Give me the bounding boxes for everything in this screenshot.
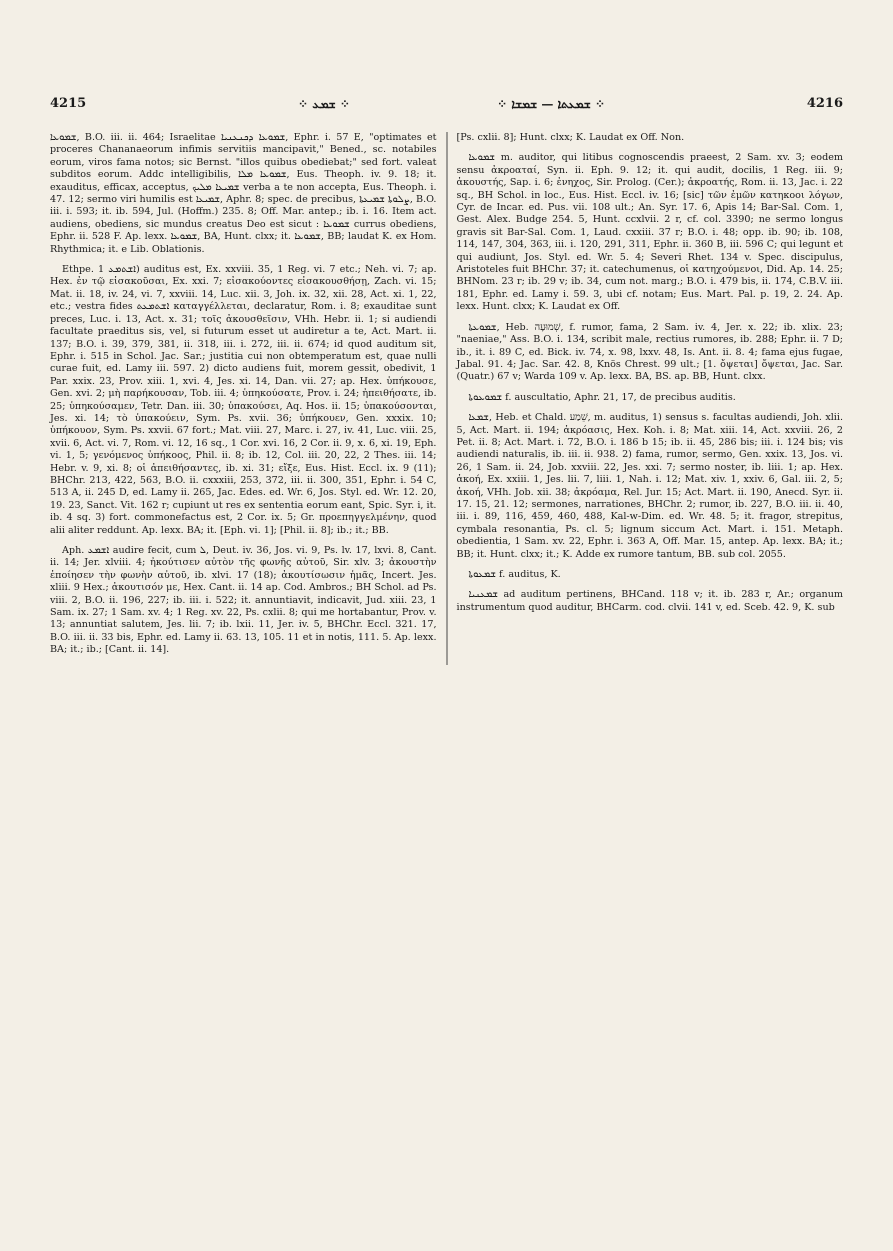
left-entry-1: ܫܡܘܥܐ, B.O. iii. ii. 464; Israelitae ܫܡܘܥܐ ܕܟܢܥܢܝܐ, Ephr. i. 57 E, "optimates et proceres Chananaeorum infimis servitiis mancipavit," Bened., sc. notabiles eorum, viros fama notos; sic Bernst. "illos quibus obediebat;" sed fort. valeat subditos eorum. Addc intelligibilis, ܫܡܘܥܐ ܡܠܐ, Eus. Theoph. iv. 9. 18; it. exauditus, efficax, acceptus, ܫܡܝܥܐ ܡܠܝܟ verba a te non accepta, Eus. Theoph. i. 47. 12; sermo viri humilis est ܫܡܝܥܐ, Aphr. 8; spec. de precibus, ܨܠܘܬܐ ܫܡܝܥܬܐ, B.O. iii. i. 593; it. ib. 594, Jul. (Hoffm.) 235. 8; Off. Mar. antep.; ib. i. 16. Item act. audiens, obediens, sic mundus creatus Deo est sicut : ܫܡܘܥܐ currus obediens, Ephr. ii. 528 F. Ap. lexx. ܫܡܘܥܐ, BA, Hunt. clxx; it. ܫܡܘܥܐ, BB; laudat K. ex Hom. Rhythmica; it. e Lib. Oblationis.: [50, 132, 437, 255]
right-column: [457, 132, 844, 665]
right-entry-5: ܫܡܥܐ, Heb. et Chald. שֵׁמַע, m. auditus, 1) sensus s. facultas audiendi, Joh. xlii. 5, Act. Mart. ii. 194; ἀκρόασις, Hex. Koh. i. 8; Mat. xiii. 14, Act. xxviii. 26, 2 Pet. ii. 8; Act. Mart. i. 72, B.O. i. 186 b 15; ib. ii. 45, 286 bis; iii. i. 124 bis; vis audiendi naturalis, ib. iii. ii. 938. 2) fama, rumor, sermo, Gen. xxix. 13, Jos. vi. 26, 1 Sam. ii. 24, Job. xxviii. 22, Jes. xxi. 7; sermo noster, ib. liii. 1; ap. Hex. ἀκοή, Ex. xxiii. 1, Jes. lii. 7, liii. 1, Nah. i. 12; Mat. xiv. 1, xxiv. 6, Gal. iii. 2, 5; ἀκοή, VHh. Job. xii. 38; ἀκρόαμα, Rel. Jur. 15; Act. Mart. ii. 190, Anecd. Syr. ii. 17. 15, 21. 12; sermones, narrationes, BHChr. 2; rumor, ib. 227, B.O. iii. ii. 40, iii. i. 89, 116, 459, 460, 488, Kal-w-Dim. ed. Wr. 48. 5; it. fragor, strepitus, cymbala resonantia, Ps. cl. 5; lignum siccum Act. Mart. i. 151. Metaph. obedientia, 1 Sam. xv. 22, Ephr. i. 363 A, Off. Mar. 15, antep. Ap. lexx. BA; it.; BB; it. Hunt. clxx; it.; K. Adde ex rumore tantum, BB. sub col. 2055.: [456, 412, 843, 560]
right-page-number: 4216: [806, 96, 843, 111]
column-divider: [446, 132, 447, 665]
right-entry-1: [Ps. cxlii. 8]; Hunt. clxx; K. Laudat ex Off. Non.: [456, 132, 685, 143]
page-header: [50, 96, 843, 118]
left-entry-2: Ethpe. ܐܫܬܡܥ 1) auditus est, Ex. xxviii. 35, 1 Reg. vi. 7 etc.; Neh. vi. 7; ap. Hex. ἐν τῷ εἰσακοῦσαι, Ex. xxi. 7; εἰσακούοντες εἰσακουσθήσῃ, Zach. vi. 15; Mat. ii. 18, iv. 24, vi. 7, xxviii. 14, Luc. xii. 3, Joh. ix. 32, xii. 28, Act. xi. 1, 22, etc.; vestra fides ܐܫܬܡܥܬ καταγγέλλεται, declaratur, Rom. i. 8; exauditae sunt preces, Luc. i. 13, Act. x. 31; τοῖς ἀκουσθεῖσιν, VHh. Hebr. ii. 1; si audiendi facultate praeditus sis, vel, si futurum esset ut audiretur a te, Act. Mart. ii. 137; B.O. i. 39, 379, 381, ii. 318, iii. i. 272, iii. ii. 674; id quod auditum sit, Ephr. i. 515 in Schol. Jac. Sar.; justitia cui non obtemperatum est, quae nulli curae fuit, ed. Lamy iii. 597. 2) dicto audiens fuit, morem gessit, obedivit, 1 Par. xxix. 23, Prov. xiii. 1, xvi. 4, Jes. xi. 14, Dan. vii. 27; ap. Hex. ὑπήκουσε, Gen. xvi. 2; μὴ παρήκουσαν, Tob. iii. 4; ὑπηκούσατε, Prov. i. 24; ἠπειθήσατε, ib. 25; ὑπηκούσαμεν, Tetr. Dan. iii. 30; ὑπακούσει, Aq. Hos. ii. 15; ὑπακούσονται, Jes. xi. 14; τὸ ὑπακούειν, Sym. Ps. xvii. 36; ὑπήκουεν, Gen. xxxix. 10; ὑπήκουον, Sym. Ps. xxvii. 67 fort.; Mat. viii. 27, Marc. i. 27, iv. 41, Luc. viii. 25, xvii. 6, Act. vi. 7, Rom. vi. 12, 16 sq., 1 Cor. xvi. 16, 2 Cor. ii. 9, x. 6, xi. 19, Eph. vi. 1, 5; γενόμενος ὑπήκοος, Phil. ii. 8; ib. 12, Col. iii. 20, 22, 2 Thes. iii. 14; Hebr. v. 9, xi. 8; οἱ ἀπειθήσαντες, ib. xi. 31; εἴξε, Eus. Hist. Eccl. ix. 9 (11); BHChr. 213, 422, 563, B.O. ii. cxxxiii, 253, 372, iii. ii. 300, 351, Ephr. i. 54 C, 513 A, ii. 245 D, ed. Lamy ii. 265, Jac. Edes. ed. Wr. 6, Jos. Styl. ed. Wr. 12. 20, 19. 23, Sanct. Vit. 162 r; cupiunt ut res ex sententia eorum eant, Spic. Syr. i, it. ib. 4 sq. 3) fort. commonefactus est, 2 Cor. ix. 5; Gr. προεπηγγελμένην, quod alii aliter reddunt. Ap. lexx. BA; it. [Eph. vi. 1]; [Phil. ii. 8]; ib.; it.; BB.: [50, 264, 437, 536]
right-entry-6: ܫܡܥܘܬܐ f. auditus, K.: [468, 569, 561, 580]
right-entry-3: ܫܡܘܥܬܐ, Heb. שְׁמוּעָה, f. rumor, fama, 2 Sam. iv. 4, Jer. x. 22; ib. xlix. 23; "naeniae," Ass. B.O. i. 134, scribit male, rectius rumores, ib. 288; Ephr. ii. 7 D; ib., it. i. 89 C, ed. Bick. iv. 74, x. 98, lxxv. 48, Is. Ant. ii. 8. 4; fama ejus fugae, Jabal. 91. 4; Jac. Sar. 42. 8, Knös Chrest. 99 ult.; [1. ὄψεται] ὄψεται, Jac. Sar. (Quatr.) 67 v; Warda 109 v. Ap. lexx. BA, BS. ap. BB, Hunt. clxx.: [456, 321, 843, 383]
right-running-title: ⁘ ܫܡܥܬܐ — ܫܡܫܐ ⁘: [497, 97, 605, 111]
left-page-number: 4215: [50, 96, 87, 111]
left-entry-3: Aph. ܐܫܡܥ audire fecit, cum ܠ, Deut. iv. 36, Jos. vi. 9, Ps. lv. 17, lxvi. 8, Cant. ii. 14; Jer. xlviii. 4; ἠκούτισεν αὐτὸν τῆς φωνῆς αὐτοῦ, Sir. xlv. 3; ἀκουστὴν ἐποίησεν τὴν φωνὴν αὐτοῦ, ib. xlvi. 17 (18); ἀκουτίσωσιν ἡμᾶς, Incert. Jes. xliii. 9 Hex.; ἀκουτισόν με, Hex. Cant. ii. 14 ap. Cod. Ambros.; BH Schol. ad Ps. viii. 2, B.O. ii. 196, 227; ib. iii. i. 522; it. annuntiavit, indicavit, Jud. xiii. 23, 1 Sam. ix. 27; 1 Sam. xv. 4; 1 Reg. xv. 22, Ps. cxlii. 8; qui me hortabantur, Prov. v. 13; annuntiat salutem, Jes. lii. 7; ib. lxii. 11, Jer. iv. 5, BHChr. Eccl. 321. 17, B.O. iii. ii. 33 bis, Ephr. ed. Lamy ii. 63. 13, 105. 11 et in notis, 111. 5. Ap. lexx. BA; it.; ib.; [Cant. ii. 14].: [50, 545, 437, 656]
text-columns: [50, 132, 843, 665]
right-entry-4: ܫܡܘܥܘܬܐ f. auscultatio, Aphr. 21, 17, de precibus auditis.: [468, 391, 736, 403]
left-column: [50, 132, 437, 665]
right-entry-2: ܫܡܘܥܐ m. auditor, qui litibus cognoscendis praeest, 2 Sam. xv. 3; eodem sensu ἀκροαταί, Syn. ii. Eph. 9. 12; it. qui audit, docilis, 1 Reg. iii. 9; ἀκουστής, Sap. i. 6; ἐνηχος, Sir. Prolog. (Cer.); ἀκροατής, Rom. ii. 13, Jac. i. 22 sq., BH Schol. in loc., Eus. Hist. Eccl. iv. 16; [sic] τῶν ἐμῶν κατηκοοι λόγων, Cyr. de Incar. ed. Pus. vii. 108 ult.; An. Syr. 17. 6, Apis 14; Bar-Sal. Com. 1, Gest. Alex. Budge 254. 5, Hunt. ccxlvii. 2 r, cf. col. 3390; ne sermo longus gravis sit Bar-Sal. Com. 1, Laud. cxxiii. 37 r; B.O. i. 48; opp. ib. 90; ib. 108, 114, 147, 304, 363, iii. i. 120, 291, 311, Ephr. ii. 360 B, iii. 596 C; qui legunt et qui audiunt, Jos. Styl. ed. Wr. 5. 4; Severi Rhet. 134 v. Spec. discipulus, Aristoteles fuit BHChr. 37; it. catechumenus, οἱ κατηχούμενοι, Did. Ap. 14. 25; BHNom. 23 r; ib. 29 v; ib. 34, cum not. marg.; B.O. i. 479 bis, ii. 174, C.B.V. iii. 181, Ephr. ed. Lamy i. 59. 3, ubi cf. notam; Eus. Mart. Pal. p. 19, 2. 24. Ap. lexx. Hunt. clxx; K. Laudat ex Off.: [456, 152, 843, 313]
left-running-title: ⁘ ܫܡܥ ⁘: [298, 97, 350, 111]
right-entry-7: ܫܡܥܢܝܐ ad auditum pertinens, BHCand. 118 v; it. ib. 283 r, Ar.; organum instrumentum quod auditur, BHCarm. cod. clvii. 141 v, ed. Sceb. 42. 9, K. sub: [456, 589, 843, 613]
